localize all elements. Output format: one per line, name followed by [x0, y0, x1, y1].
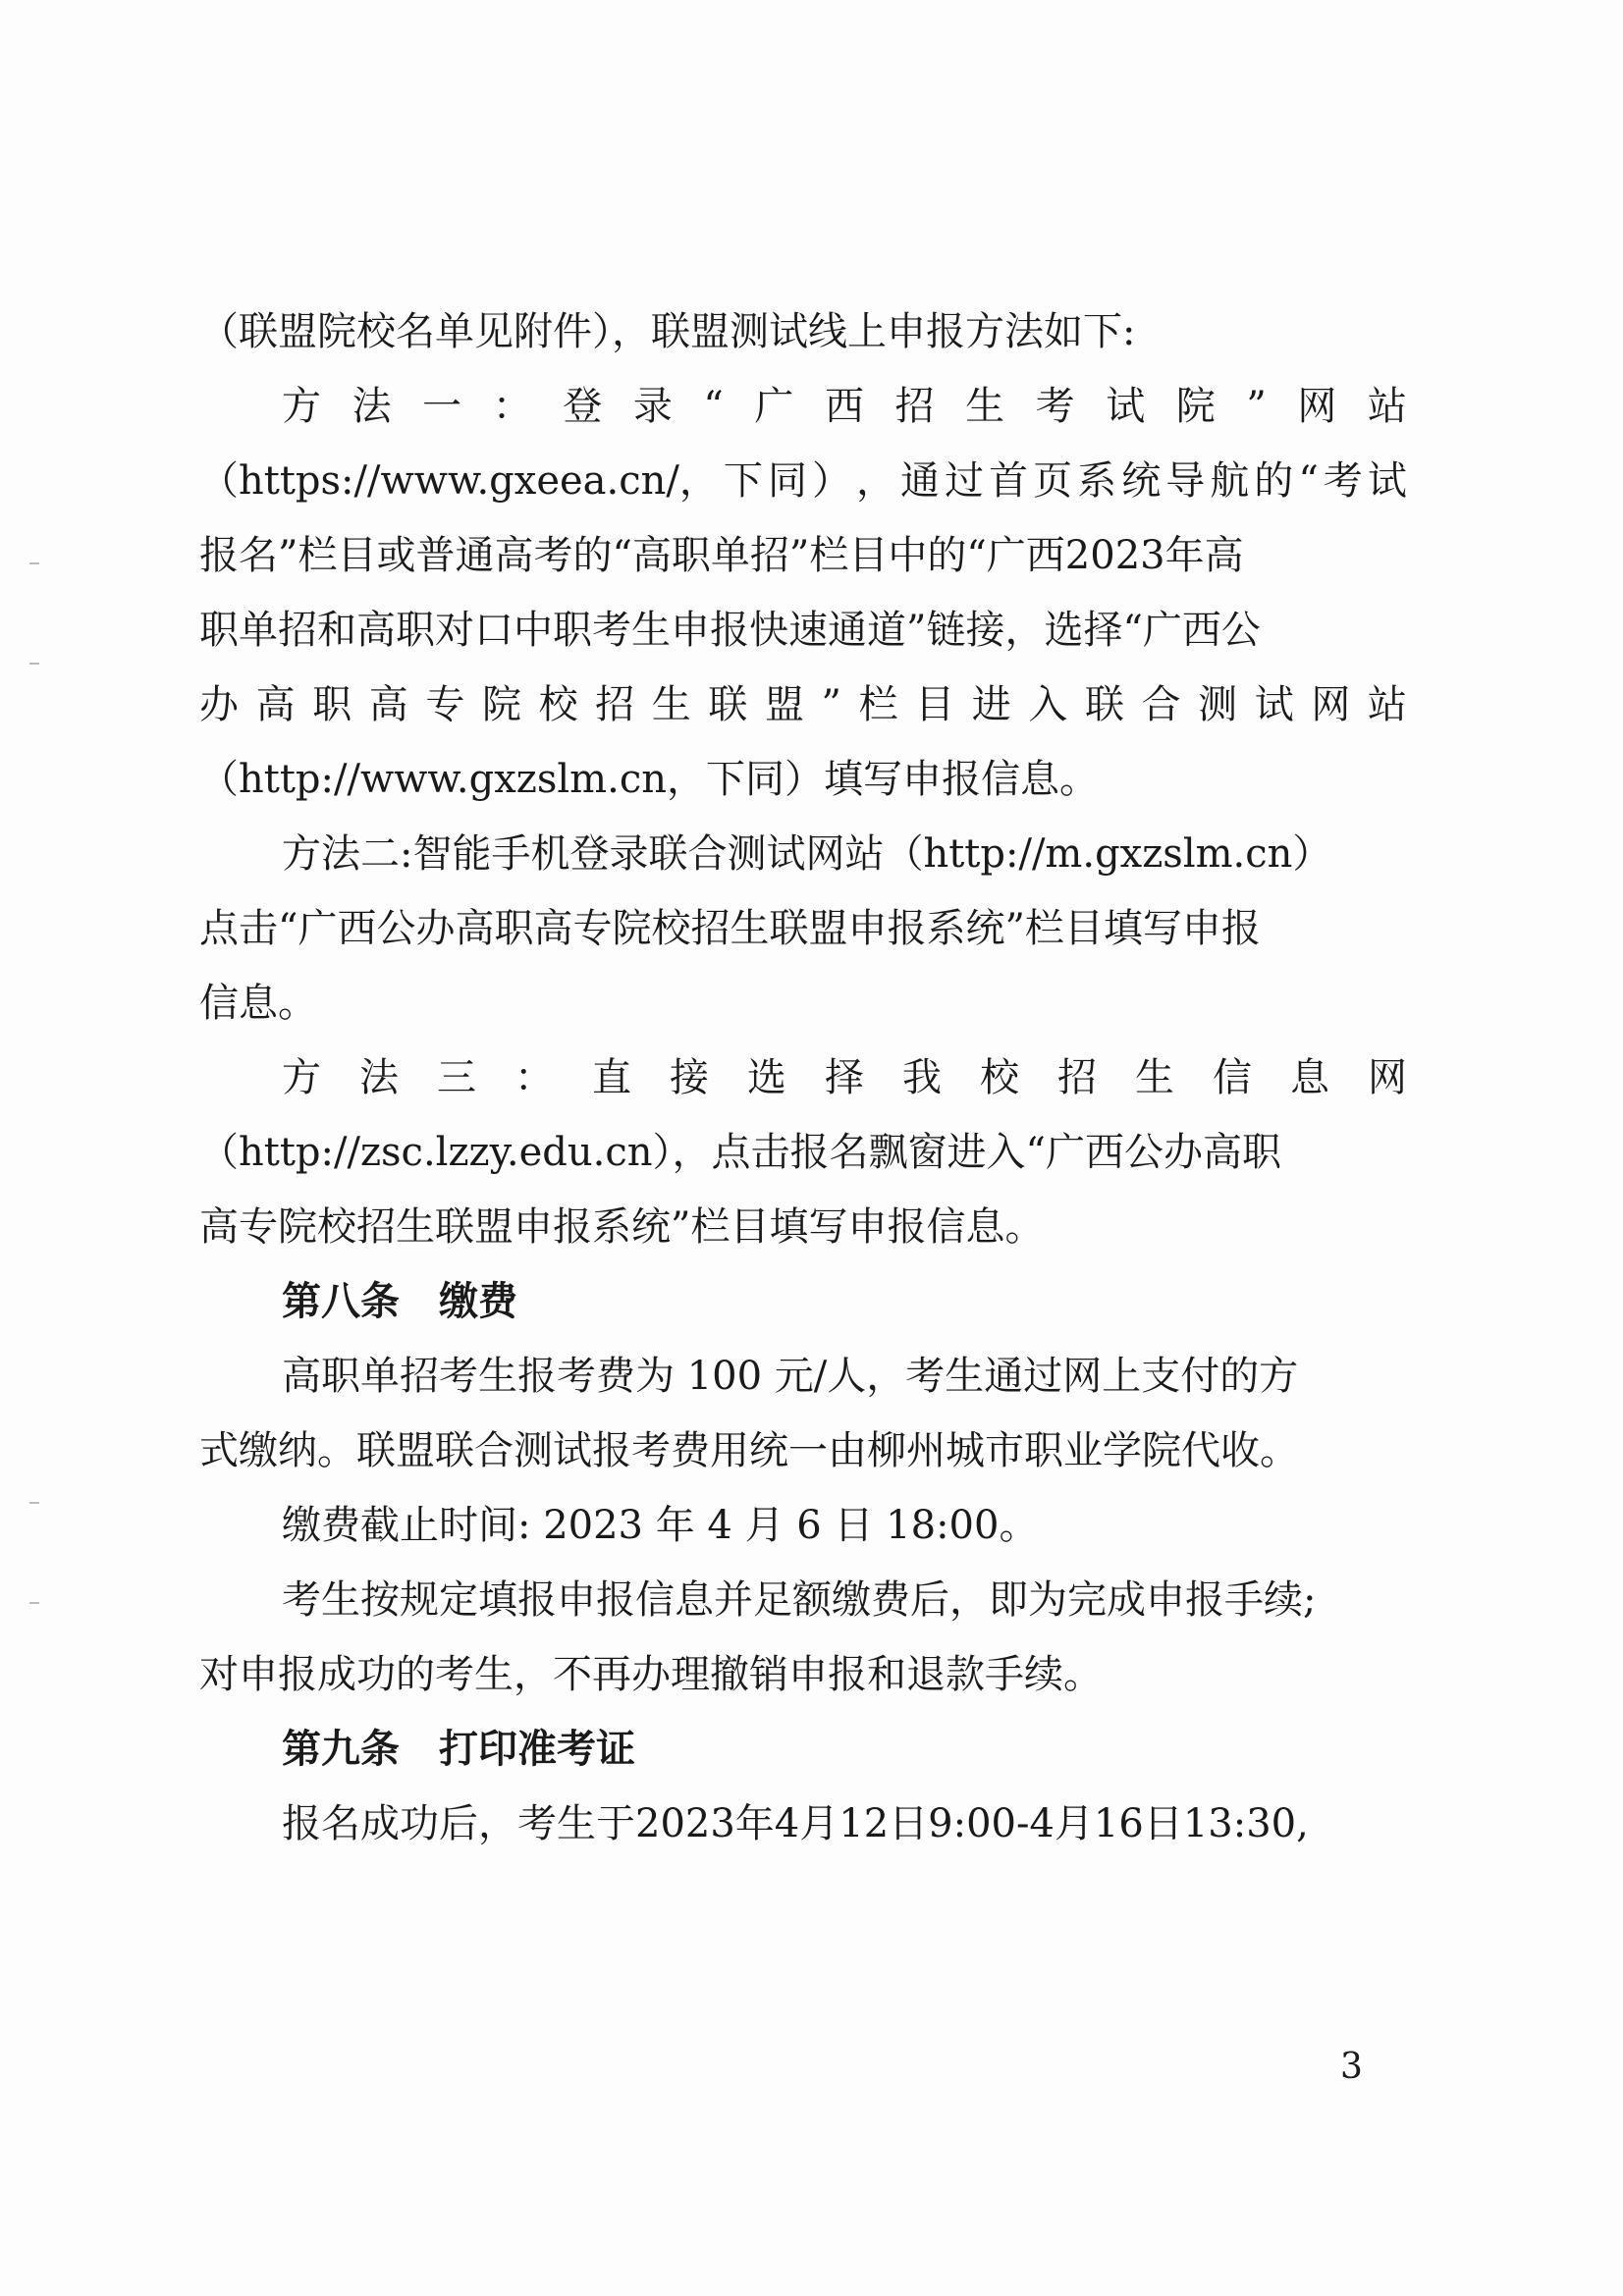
text-line: 高专院校招生联盟申报系统”栏目填写申报信息。 [199, 1204, 1045, 1250]
text-char: 联 [708, 682, 748, 727]
text-segment: 航 [1210, 458, 1250, 504]
text-char: 选 [747, 1055, 786, 1100]
scan-mark [29, 1502, 39, 1504]
text-char: 一 [422, 384, 462, 429]
text-line: 高职单招考生报考费为 100 元/人，考生通过网上支付的方 [282, 1354, 1299, 1399]
text-line: （联盟院校名单见附件），联盟测试线上申报方法如下: [199, 309, 1136, 354]
text-char: 信 [1213, 1055, 1252, 1100]
section-heading: 第八条 缴费 [282, 1278, 517, 1324]
text-char: 目 [915, 682, 955, 727]
text-char: 方 [282, 1055, 321, 1100]
text-segment: ） [811, 458, 851, 504]
text-char: 站 [1367, 682, 1407, 727]
text-line: 报名成功后，考生于2023年4月12日9:00-4月16日13:30, [282, 1801, 1309, 1846]
text-char: 网 [1297, 384, 1337, 429]
text-char: 接 [670, 1055, 709, 1100]
text-char: 生 [965, 384, 1005, 429]
text-char: 联 [1084, 682, 1124, 727]
text-segment: 的 [1254, 458, 1294, 504]
scan-mark [29, 663, 39, 665]
text-char: 录 [632, 384, 673, 429]
text-char: 试 [1254, 682, 1294, 727]
text-char: 高 [368, 682, 408, 727]
text-char: 入 [1028, 682, 1068, 727]
text-segment: 下 [723, 458, 763, 504]
text-char: 广 [754, 384, 794, 429]
text-line: （http://zsc.lzzy.edu.cn），点击报名飘窗进入“广西公办高职 [199, 1130, 1281, 1175]
text-segment: 导 [1165, 458, 1206, 504]
text-char: “ [703, 384, 724, 429]
text-char: 三 [437, 1055, 476, 1100]
text-char: ： [492, 384, 532, 429]
text-char: 院 [481, 682, 521, 727]
text-char: 择 [825, 1055, 864, 1100]
text-char: 西 [824, 384, 864, 429]
text-char: 招 [1057, 1055, 1097, 1100]
text-char: 方 [282, 384, 321, 429]
text-char: 息 [1290, 1055, 1329, 1100]
text-line: 对申报成功的考生，不再办理撤销申报和退款手续。 [199, 1652, 1103, 1697]
text-segment: 首 [989, 458, 1029, 504]
scan-mark [29, 562, 39, 564]
text-segment: 同 [767, 458, 807, 504]
text-char: 栏 [858, 682, 898, 727]
document-body [199, 294, 1407, 1861]
text-segment: 统 [1121, 458, 1162, 504]
text-char: 校 [980, 1055, 1019, 1100]
text-line [199, 667, 1407, 742]
text-line: 点击“广西公办高职高专院校招生联盟申报系统”栏目填写申报 [199, 906, 1261, 951]
text-char: 高 [255, 682, 296, 727]
text-char: 院 [1175, 384, 1216, 429]
text-char: 生 [651, 682, 691, 727]
text-line: 考生按规定填报申报信息并足额缴费后，即为完成申报手续; [282, 1577, 1317, 1623]
text-char: 网 [1311, 682, 1351, 727]
text-char: ： [514, 1055, 554, 1100]
text-segment: 试 [1367, 458, 1407, 504]
text-char: 网 [1368, 1055, 1407, 1100]
text-char: 招 [595, 682, 635, 727]
text-char: 直 [592, 1055, 631, 1100]
text-segment: 过 [945, 458, 985, 504]
text-char: ” [821, 682, 841, 727]
text-char: 职 [312, 682, 352, 727]
page-number: 3 [1340, 2047, 1363, 2087]
text-char: 测 [1198, 682, 1238, 727]
text-char: 站 [1367, 384, 1407, 429]
text-char: 专 [425, 682, 465, 727]
text-segment: 通 [900, 458, 941, 504]
text-char: 考 [1035, 384, 1075, 429]
text-char: 我 [902, 1055, 942, 1100]
text-segment: “ [1298, 458, 1319, 504]
scan-mark [29, 1602, 39, 1604]
text-segment: （https://www.gxeea.cn/， [199, 458, 719, 504]
text-line [199, 369, 1407, 444]
text-line: 报名”栏目或普通高考的“高职单招”栏目中的“广西2023年高 [199, 533, 1244, 578]
text-char: 办 [199, 682, 239, 727]
text-line: 缴费截止时间: 2023 年 4 月 6 日 18:00。 [282, 1503, 1039, 1548]
text-segment: ， [856, 458, 895, 504]
text-char: 校 [538, 682, 578, 727]
text-char: 试 [1106, 384, 1146, 429]
text-line [199, 444, 1407, 518]
text-line [199, 1041, 1407, 1115]
text-line: 方法二:智能手机登录联合测试网站（http://m.gxzslm.cn） [282, 831, 1332, 877]
text-char: 法 [352, 384, 392, 429]
text-char: 盟 [764, 682, 804, 727]
text-char: 登 [563, 384, 603, 429]
text-char: 进 [971, 682, 1011, 727]
text-line: （http://www.gxzslm.cn，下同）填写申报信息。 [199, 757, 1099, 802]
text-line: 式缴纳。联盟联合测试报考费用统一由柳州城市职业学院代收。 [199, 1428, 1299, 1473]
text-line: 信息。 [199, 981, 317, 1026]
text-segment: 考 [1323, 458, 1363, 504]
text-segment: 页 [1033, 458, 1073, 504]
text-line: 职单招和高职对口中职考生申报快速通道”链接，选择“广西公 [199, 608, 1261, 653]
text-char: 生 [1135, 1055, 1174, 1100]
section-heading: 第九条 打印准考证 [282, 1726, 635, 1772]
text-char: 招 [894, 384, 935, 429]
text-char: ” [1246, 384, 1267, 429]
text-segment: 系 [1077, 458, 1117, 504]
text-char: 合 [1141, 682, 1181, 727]
text-char: 法 [359, 1055, 399, 1100]
